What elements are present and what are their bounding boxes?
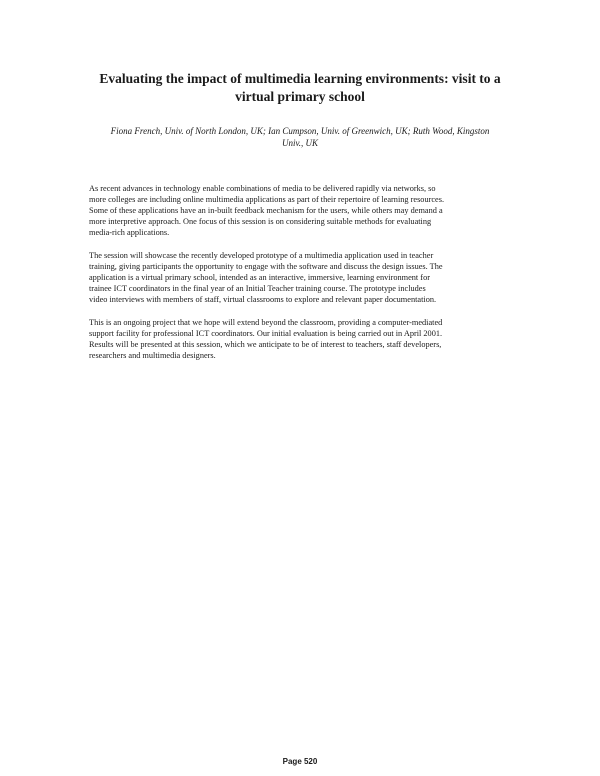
title-line: Evaluating the impact of multimedia learning environments: visit to a — [99, 71, 501, 86]
author-line: Univ., UK — [281, 138, 319, 148]
page-number: Page 520 — [282, 757, 318, 766]
title-line: virtual primary school — [235, 89, 365, 104]
text-line: trainee ICT coordinators in the final year of an Initial Teacher training course. The prototype includes — [89, 284, 426, 293]
paragraph-2 — [89, 250, 515, 305]
text-line: support facility for professional ICT coordinators. Our initial evaluation is being carried out in April 2001. — [89, 329, 443, 338]
author-line: Fiona French, Univ. of North London, UK; Ian Cumpson, Univ. of Greenwich, UK; Ruth Wood, Kingston — [110, 126, 490, 136]
text-line: video interviews with members of staff, virtual classrooms to explore and relevant paper documentation. — [89, 295, 437, 304]
text-line: researchers and multimedia designers. — [89, 351, 216, 360]
text-line: As recent advances in technology enable combinations of media to be delivered rapidly via networks, so — [89, 184, 436, 193]
text-line: training, giving participants the opportunity to engage with the software and discuss the design issues. The — [89, 262, 443, 271]
author-affiliations — [80, 125, 520, 149]
text-line: more interpretive approach. One focus of this session is on considering suitable methods for evaluating — [89, 217, 432, 226]
paragraph-1 — [89, 183, 515, 238]
paper-title — [80, 70, 520, 106]
text-line: Results will be presented at this session, which we anticipate to be of interest to teachers, staff developers, — [89, 340, 442, 349]
text-line: Some of these applications have an in-built feedback mechanism for the users, while others may demand a — [89, 206, 443, 215]
paragraph-3 — [89, 317, 515, 361]
text-line: application is a virtual primary school, intended as an interactive, immersive, learning environment for — [89, 273, 430, 282]
text-line: The session will showcase the recently developed prototype of a multimedia application used in teacher — [89, 251, 434, 260]
text-line: more colleges are including online multimedia applications as part of their repertoire of learning resources. — [89, 195, 445, 204]
text-line: media-rich applications. — [89, 228, 170, 237]
text-line: This is an ongoing project that we hope will extend beyond the classroom, providing a computer-mediated — [89, 318, 443, 327]
abstract-body — [89, 183, 515, 373]
